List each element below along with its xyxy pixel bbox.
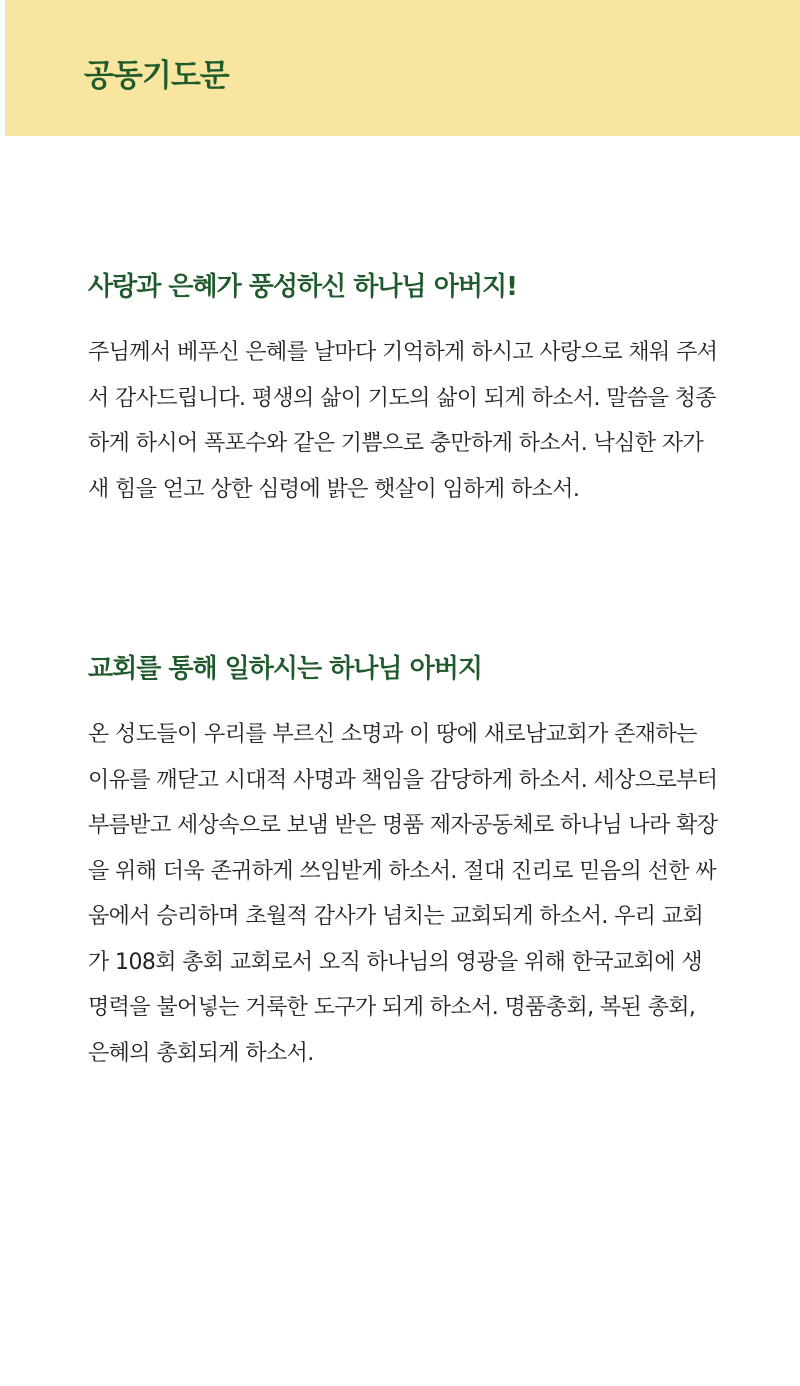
section-body-text: 온 성도들이 우리를 부르신 소명과 이 땅에 새로남교회가 존재하는 이유를 깨닫고 시대적 사명과 책임을 감당하게 하소서. 세상으로부터 부름받고 세상속으로 보냄 받은 명품 제자공동체로 하나님 나라 확장을 위해 더욱 존귀하게 쓰임받게 하소서. 절대 진리로 믿음의 선한 싸움에서 승리하며 초월적 감사가 넘치는 교회되게 하소서. 우리 교회가 108회 총회 교회로서 오직 하나님의 영광을 위해 한국교회에 생명력을 불어넣는 거룩한 도구가 되게 하소서. 명품총회, 복된 총회, 은혜의 총회되게 하소서.: [88, 722, 718, 1066]
prayer-section-1: [88, 268, 722, 512]
page-title: 공동기도문: [84, 58, 229, 94]
section-heading: 사랑과 은혜가 풍성하신 하나님 아버지!: [88, 272, 517, 302]
prayer-section-2: [88, 650, 722, 1076]
section-heading: 교회를 통해 일하시는 하나님 아버지: [88, 654, 482, 684]
section-body-text: 주님께서 베푸신 은혜를 날마다 기억하게 하시고 사랑으로 채워 주셔서 감사드립니다. 평생의 삶이 기도의 삶이 되게 하소서. 말씀을 청종하게 하시어 폭포수와 같은 기쁨으로 충만하게 하소서. 낙심한 자가 새 힘을 얻고 상한 심령에 밝은 햇살이 임하게 하소서.: [88, 340, 718, 502]
